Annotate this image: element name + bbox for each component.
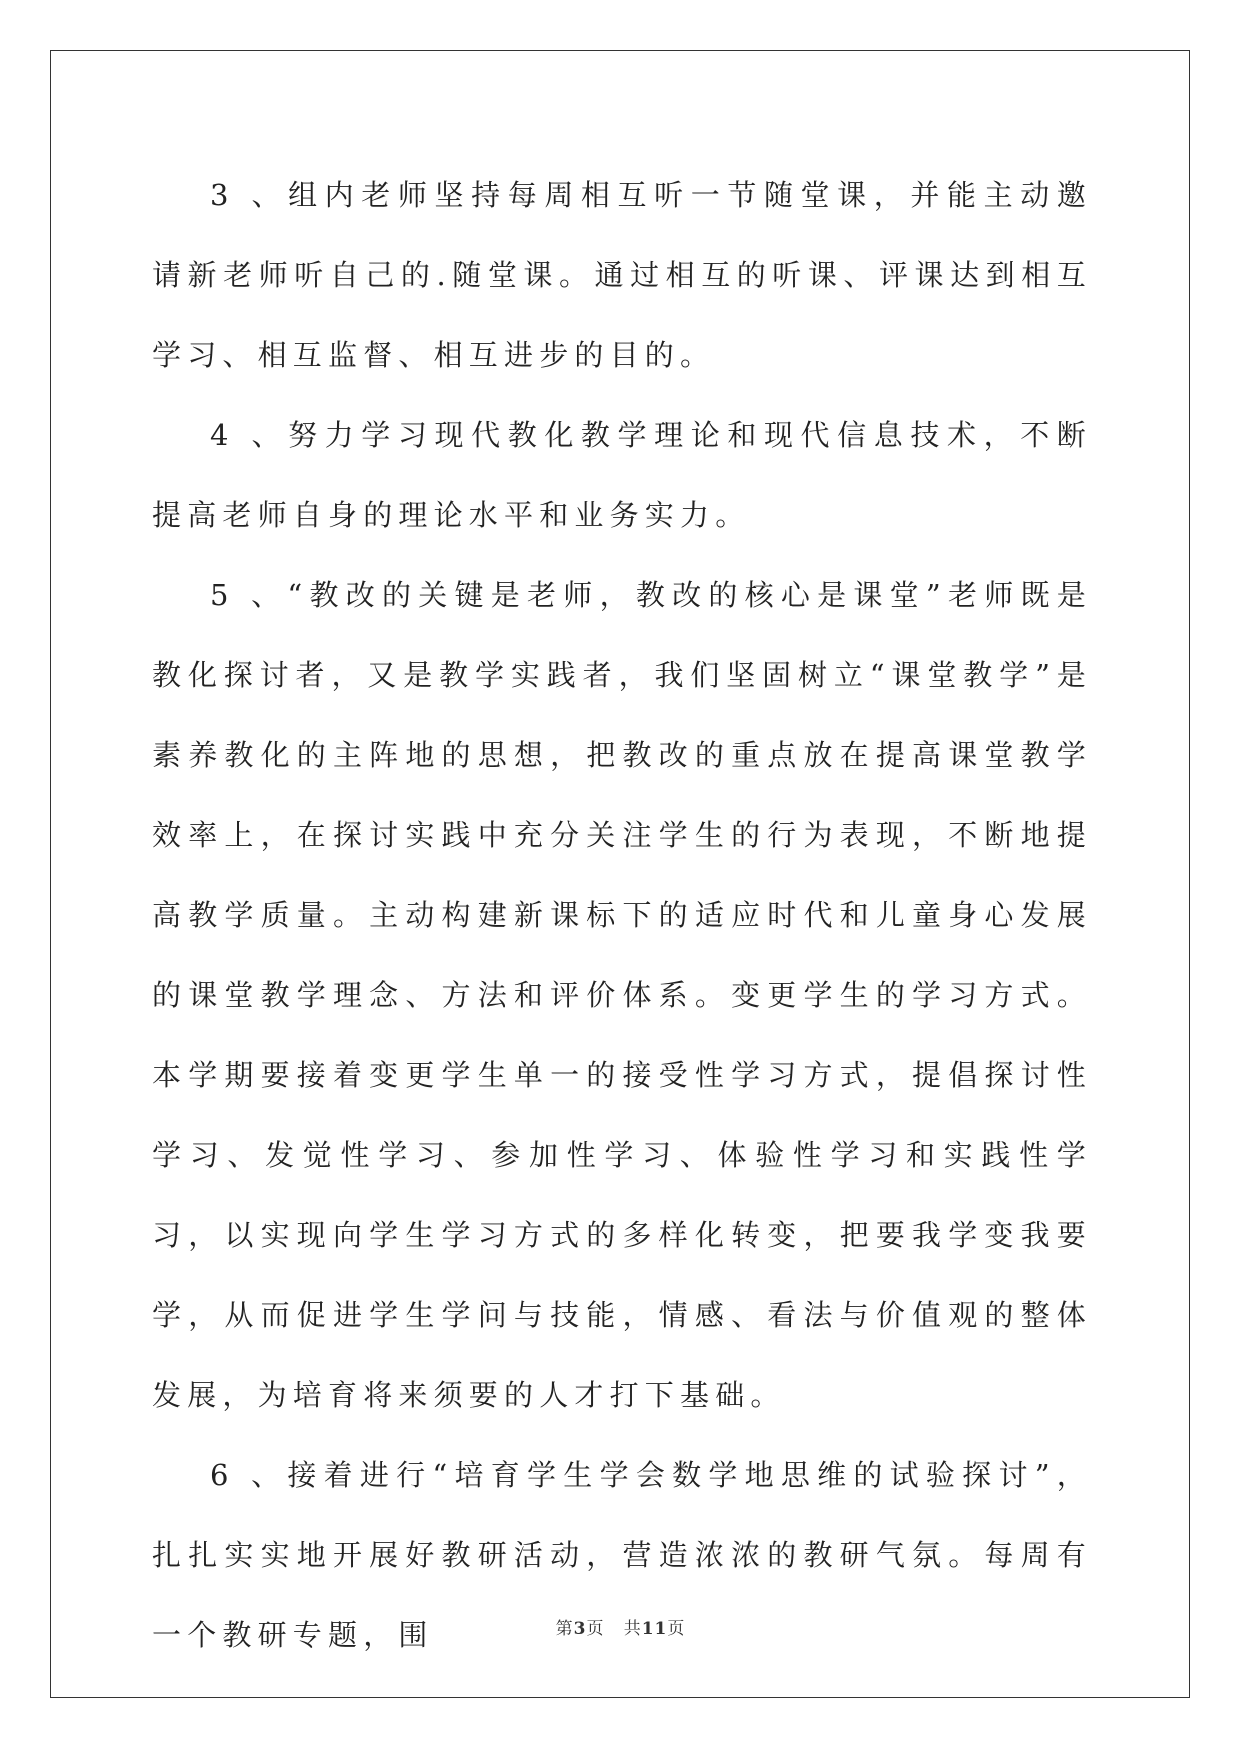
footer-total-prefix: 共 [623, 1619, 642, 1639]
footer-prefix: 第 [555, 1619, 574, 1639]
page-footer [0, 1614, 1241, 1639]
document-body [152, 155, 1092, 1675]
paragraph-5: 5 、“教改的关键是老师，教改的核心是课堂”老师既是教化探讨者，又是教学实践者，我们坚固树立“课堂教学”是素养教化的主阵地的思想，把教改的重点放在提高课堂教学效率上，在探讨实践中充分关注学生的行为表现，不断地提高教学质量。主动构建新课标下的适应时代和儿童身心发展的课堂教学理念、方法和评价体系。变更学生的学习方式。本学期要接着变更学生单一的接受性学习方式，提倡探讨性学习、发觉性学习、参加性学习、体验性学习和实践性学习，以实现向学生学习方式的多样化转变，把要我学变我要学，从而促进学生学问与技能，情感、看法与价值观的整体发展，为培育将来须要的人才打下基础。 [152, 578, 1092, 1412]
footer-total-suffix: 页 [667, 1619, 686, 1639]
paragraph-3: 3 、组内老师坚持每周相互听一节随堂课，并能主动邀请新老师听自己的.随堂课。通过相互的听课、评课达到相互学习、相互监督、相互进步的目的。 [152, 178, 1092, 372]
paragraph-4: 4 、努力学习现代教化教学理论和现代信息技术，不断提高老师自身的理论水平和业务实力。 [152, 418, 1092, 532]
paragraph-6: 6 、接着进行“培育学生学会数学地思维的试验探讨”，扎扎实实地开展好教研活动，营造浓浓的教研气氛。每周有一个教研专题，围 [152, 1458, 1092, 1652]
total-pages-number: 11 [641, 1619, 668, 1639]
current-page-number: 3 [573, 1619, 587, 1639]
footer-page-word: 页 [586, 1619, 605, 1639]
